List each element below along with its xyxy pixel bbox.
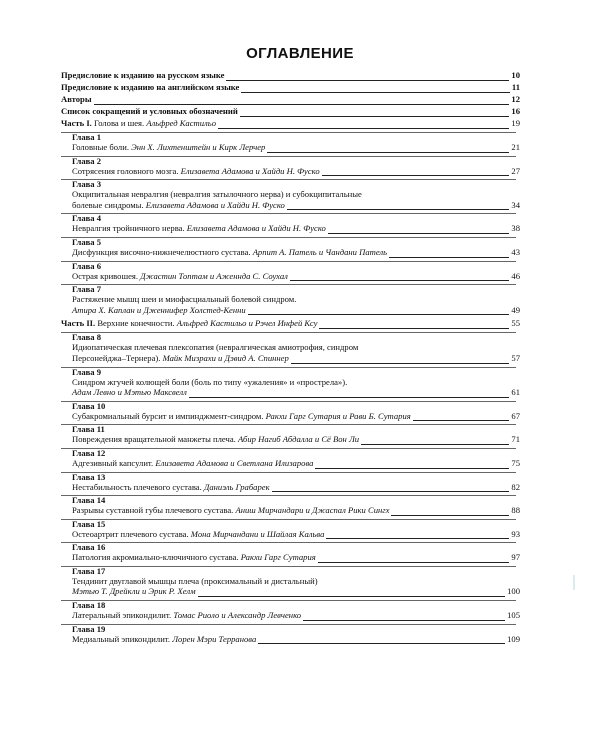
chapter-entry[interactable]: [61, 142, 520, 153]
chapter-authors: Елизавета Адамова и Хайди Н. Фуско: [180, 165, 320, 176]
chapter-entry[interactable]: [61, 342, 520, 363]
page-edge-mark: [573, 575, 575, 590]
chapter-authors: Джастин Топтам и Аженнда С. Соухал: [140, 270, 288, 281]
chapter-number: Глава 9: [72, 366, 101, 377]
part-editors: Альфред Кастильо: [146, 118, 216, 128]
chapter-entry[interactable]: [61, 376, 520, 398]
part-title: [61, 317, 319, 329]
chapter-title: [72, 387, 189, 398]
chapter-number: Глава 7: [72, 284, 101, 295]
chapter-separator: [61, 237, 516, 238]
chapter-number: Глава 5: [72, 236, 101, 247]
chapter-separator: [61, 332, 516, 333]
page-number: 46: [511, 270, 520, 281]
chapter-title-text: Медиальный эпикондилит.: [72, 633, 171, 644]
page-number: 61: [511, 387, 520, 398]
chapter-number: Глава 8: [72, 332, 101, 343]
chapter-title: [72, 634, 258, 645]
chapter-heading[interactable]: [61, 566, 516, 576]
chapter-line: [72, 189, 516, 200]
chapter-authors: Энн Х. Лихтенштейн и Кирк Лерчер: [131, 142, 266, 152]
chapter-line: [72, 586, 520, 597]
chapter-heading[interactable]: [61, 213, 516, 223]
chapter-title-text: Адгезивный капсулит.: [72, 457, 154, 468]
chapter-line: [72, 377, 516, 388]
chapter-entry[interactable]: [61, 189, 520, 210]
chapter-title-text: Окципитальная невралгия (невралгия затылочного нерва) и субокципитальные: [72, 189, 362, 200]
chapter-title-text: Острая кривошея.: [72, 270, 138, 281]
chapter-title-text: Субакромиальный бурсит и импинджмент-синдром.: [72, 410, 264, 421]
chapter-title: [72, 223, 328, 234]
page-number: 27: [511, 165, 520, 176]
entry-title: Авторы: [61, 94, 92, 104]
entry-title: Список сокращений и условных обозначений: [61, 106, 238, 116]
chapter-entry[interactable]: [61, 434, 520, 445]
chapter-number: Глава 10: [72, 400, 106, 411]
chapter-number: Глава 16: [72, 542, 106, 553]
chapter-title: [72, 482, 272, 493]
chapter-heading[interactable]: [61, 519, 516, 529]
chapter-title: [72, 610, 303, 621]
chapter-separator: [61, 542, 516, 543]
chapter-separator: [61, 566, 516, 567]
part-label: Часть II.: [61, 318, 96, 329]
page-number: 93: [511, 528, 520, 539]
page-number: 88: [511, 505, 520, 516]
chapter-title: [72, 305, 248, 316]
chapter-title: [72, 353, 291, 364]
chapter-entry[interactable]: [61, 457, 520, 469]
chapter-entry[interactable]: [61, 223, 520, 234]
chapter-title-text: Невралгия тройничного нерва.: [72, 223, 185, 234]
chapter-authors: Мэтью Т. Дрейкли и Эрик Р. Хелм: [72, 586, 196, 597]
page-number: 105: [507, 610, 520, 621]
chapter-line: [72, 633, 520, 645]
page-number: 97: [511, 552, 520, 563]
part-editors: Альфред Кастильо и Рэчел Инфей Ксу: [176, 318, 318, 329]
chapter-line: [72, 342, 516, 353]
page-number: 16: [511, 106, 520, 116]
chapter-authors: Адам Левно и Мэтью Максвелл: [72, 387, 187, 398]
chapter-heading[interactable]: [61, 624, 516, 634]
chapter-entry[interactable]: [61, 294, 520, 315]
chapter-separator: [61, 213, 516, 214]
chapter-entry[interactable]: [61, 410, 520, 422]
chapter-line: [72, 352, 520, 364]
part-subject: Верхние конечности.: [97, 318, 175, 329]
chapter-title: [72, 529, 326, 540]
chapter-title-text: Идиопатическая плечевая плексопатия (невралгическая амиотрофия, синдром: [72, 342, 359, 353]
chapter-separator: [61, 261, 516, 262]
chapter-title: [72, 552, 318, 563]
page-number: 34: [511, 199, 520, 210]
chapter-heading[interactable]: [61, 424, 516, 434]
part-entry[interactable]: [61, 317, 520, 329]
chapter-line: [72, 142, 520, 153]
chapter-heading[interactable]: [61, 284, 516, 294]
chapter-number: Глава 18: [72, 600, 106, 611]
chapter-title-text: Синдром жгучей колющей боли (боль по типу «ужаления» и «прострела»).: [72, 376, 348, 387]
page-number: 38: [511, 223, 520, 234]
chapter-authors: Абир Нагиб Абдалла и Сё Вон Ли: [237, 434, 360, 445]
chapter-heading[interactable]: [61, 261, 516, 271]
chapter-separator: [61, 284, 516, 285]
chapter-number: Глава 13: [72, 471, 106, 482]
chapter-authors: Томас Риоло и Александр Левченко: [173, 610, 302, 621]
page-number: 109: [507, 633, 520, 644]
chapter-title: [72, 505, 391, 516]
chapter-number: Глава 12: [72, 447, 106, 458]
chapter-number: Глава 1: [72, 132, 101, 142]
chapter-heading[interactable]: [61, 156, 516, 166]
chapter-title: [72, 247, 389, 258]
chapter-title: [72, 411, 413, 422]
chapter-number: Глава 14: [72, 495, 106, 506]
chapter-title-text: Патология акромиально-ключичного сустава.: [72, 552, 239, 563]
chapter-authors: Аниш Мирчандари и Джаспал Рики Сингх: [235, 505, 390, 516]
chapter-heading[interactable]: [61, 132, 516, 142]
page-number: 67: [511, 410, 520, 421]
chapter-title-text: Латеральный эпикондилит.: [72, 610, 172, 621]
chapter-separator: [61, 519, 516, 520]
front-matter-entry[interactable]: [61, 105, 520, 117]
page-number: 49: [511, 304, 520, 315]
chapter-line: [72, 387, 520, 398]
chapter-separator: [61, 600, 516, 601]
chapter-separator: [61, 156, 516, 157]
chapter-title-text: Нестабильность плечевого сустава.: [72, 481, 202, 492]
chapter-entry[interactable]: [61, 575, 520, 597]
chapter-line: [72, 223, 520, 234]
chapter-authors: Ракхи Гарг Сутария: [240, 552, 316, 563]
page-title: ОГЛАВЛЕНИЕ: [246, 45, 354, 62]
chapter-number: Глава 3: [72, 179, 101, 190]
chapter-title: [72, 458, 315, 469]
chapter-separator: [61, 495, 516, 496]
chapter-entry[interactable]: [61, 270, 520, 282]
chapter-number: Глава 2: [72, 155, 101, 166]
chapter-title: [72, 200, 287, 211]
chapter-line: [72, 505, 520, 516]
chapter-entry[interactable]: [61, 505, 520, 516]
entry-title: Предисловие к изданию на английском языке: [61, 82, 240, 92]
chapter-entry[interactable]: [61, 528, 520, 540]
chapter-line: [72, 610, 520, 621]
chapter-entry[interactable]: [61, 165, 520, 177]
chapter-heading[interactable]: [61, 495, 516, 505]
chapter-heading[interactable]: [61, 401, 516, 411]
chapter-number: Глава 6: [72, 260, 101, 271]
chapter-heading[interactable]: [61, 179, 516, 189]
page-number: 12: [511, 94, 520, 104]
chapter-heading[interactable]: [61, 448, 516, 458]
chapter-number: Глава 15: [72, 518, 106, 529]
chapter-title: [72, 576, 320, 587]
chapter-entry[interactable]: [61, 481, 520, 493]
page-number: 71: [511, 434, 520, 445]
chapter-title: [72, 271, 290, 282]
chapter-separator: [61, 448, 516, 449]
page-number: 11: [511, 82, 520, 92]
part-subject: Голова и шея.: [93, 118, 145, 128]
entry-title: Предисловие к изданию на русском языке: [61, 70, 225, 80]
page-number: 82: [511, 481, 520, 492]
chapter-title: [72, 189, 364, 200]
page-number: 19: [511, 118, 520, 128]
part-label: Часть I.: [61, 118, 92, 128]
chapter-title-text: Дисфункция височно-нижнечелюстного сустава.: [72, 246, 251, 257]
chapter-authors: Мона Мирчандани и Шайлая Кальва: [190, 528, 325, 539]
chapter-authors: Елизавета Адамова и Хайди Н. Фуско: [145, 199, 285, 210]
chapter-title: [72, 342, 360, 353]
chapter-title-text: Тендинит двуглавой мышцы плеча (проксимальный и дистальный): [72, 575, 318, 586]
chapter-heading[interactable]: [61, 332, 516, 342]
chapter-separator: [61, 179, 516, 180]
chapter-authors: Лорен Мэри Терранова: [172, 633, 257, 644]
chapter-separator: [61, 367, 516, 368]
chapter-number: Глава 4: [72, 213, 101, 224]
chapter-title-text: Разрывы суставной губы плечевого сустава.: [72, 505, 234, 516]
front-matter-entry[interactable]: [61, 81, 520, 93]
chapter-authors: Майк Мизрахи и Дэвид А. Спиннер: [162, 352, 289, 363]
chapter-authors: Даниэль Грабарек: [203, 481, 270, 492]
page-number: 10: [511, 70, 520, 80]
chapter-separator: [61, 624, 516, 625]
page-number: 57: [511, 352, 520, 363]
chapter-title: [72, 294, 298, 305]
chapter-separator: [61, 401, 516, 402]
chapter-title-text: Остеоартрит плечевого сустава.: [72, 528, 189, 539]
chapter-separator: [61, 472, 516, 473]
chapter-entry[interactable]: [61, 610, 520, 621]
chapter-title-text: Сотрясения головного мозга.: [72, 165, 179, 176]
chapter-line: [72, 481, 520, 493]
chapter-line: [72, 246, 520, 258]
chapter-title-text: Головные боли.: [72, 142, 129, 152]
part-title: [61, 117, 218, 129]
chapter-title: [72, 166, 322, 177]
chapter-title: [72, 142, 267, 153]
chapter-title: [72, 586, 198, 597]
chapter-heading[interactable]: [61, 367, 516, 377]
front-matter-entry[interactable]: [61, 69, 520, 81]
page-number: 55: [511, 318, 520, 329]
chapter-line: [72, 434, 520, 445]
chapter-title-text: болевые синдромы.: [72, 199, 144, 210]
chapter-title-text: Растяжение мышц шеи и миофасциальный болевой синдром.: [72, 294, 297, 305]
chapter-entry[interactable]: [61, 552, 520, 563]
chapter-authors: Арпит А. Патель и Чандани Патель: [252, 246, 388, 257]
chapter-entry[interactable]: [61, 633, 520, 645]
chapter-authors: Елизавета Адамова и Хайди Н. Фуско: [186, 223, 326, 234]
chapter-line: [72, 576, 516, 587]
chapter-line: [72, 410, 520, 422]
chapter-authors: Елизавета Адамова и Светлана Илизарова: [155, 457, 314, 468]
chapter-number: Глава 17: [72, 565, 106, 576]
chapter-authors: Атира Х. Каплан и Дженнифер Холстед-Кенни: [72, 304, 246, 315]
chapter-line: [72, 528, 520, 540]
chapter-title: [72, 434, 361, 445]
table-of-contents: [61, 69, 520, 644]
chapter-separator: [61, 132, 516, 133]
chapter-title-text: Персонейджа–Тернера).: [72, 352, 161, 363]
chapter-title: [72, 377, 349, 388]
page-number: 100: [507, 586, 520, 597]
chapter-authors: Ракхи Гарг Сутария и Рави Б. Сутария: [265, 410, 411, 421]
chapter-heading[interactable]: [61, 542, 516, 552]
chapter-title-text: Повреждения вращательной манжеты плеча.: [72, 434, 236, 445]
front-matter-entry[interactable]: [61, 93, 520, 105]
chapter-heading[interactable]: [61, 472, 516, 482]
page-number: 21: [511, 142, 520, 152]
chapter-number: Глава 11: [72, 424, 105, 435]
chapter-line: [72, 304, 520, 316]
chapter-number: Глава 19: [72, 623, 106, 634]
chapter-separator: [61, 424, 516, 425]
chapter-line: [72, 165, 520, 177]
chapter-heading[interactable]: [61, 600, 516, 610]
chapter-line: [72, 199, 520, 211]
chapter-line: [72, 552, 520, 563]
chapter-line: [72, 294, 516, 305]
part-entry[interactable]: [61, 117, 520, 129]
chapter-line: [72, 457, 520, 469]
page-number: 43: [511, 246, 520, 257]
chapter-heading[interactable]: [61, 237, 516, 247]
chapter-line: [72, 270, 520, 282]
page-number: 75: [511, 457, 520, 468]
chapter-entry[interactable]: [61, 246, 520, 258]
